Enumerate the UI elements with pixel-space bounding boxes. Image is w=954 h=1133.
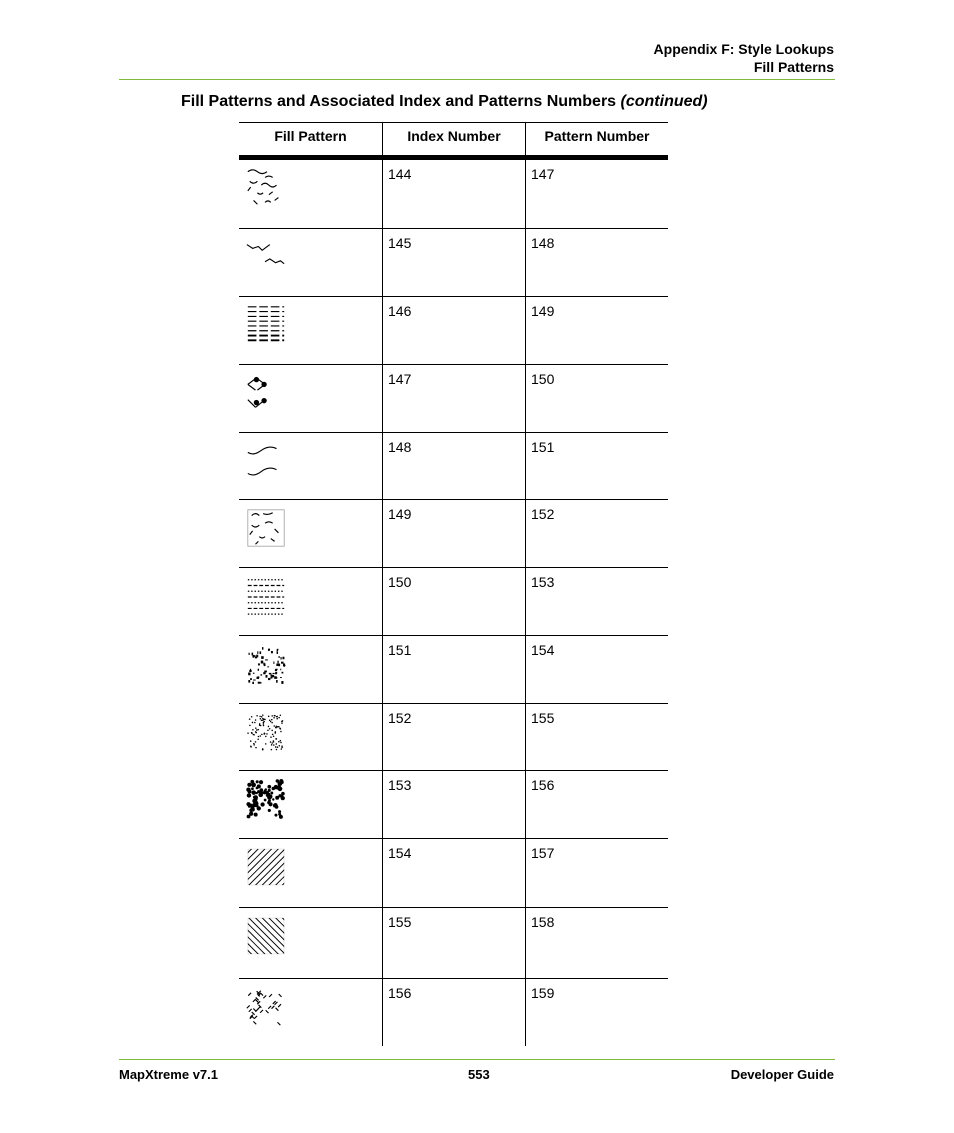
pattern-number-cell: 157: [525, 839, 668, 907]
diamond-dots-fill-pattern-icon: [244, 371, 382, 415]
table-row: [239, 229, 668, 297]
table-row: [239, 979, 668, 1046]
scattered-dashes-fill-pattern-icon: [244, 985, 382, 1029]
pattern-number-cell: 150: [525, 365, 668, 432]
index-number-cell: 150: [382, 568, 525, 635]
table-title: [181, 93, 708, 111]
footer-product: MapXtreme v7.1: [119, 1067, 218, 1082]
column-header-index-number: Index Number: [382, 123, 525, 155]
pattern-number-cell: 149: [525, 297, 668, 364]
pattern-number-cell: 154: [525, 636, 668, 703]
fill-pattern-cell: [239, 568, 382, 635]
table-row: [239, 297, 668, 365]
diagonal-down-fill-pattern-icon: [244, 914, 382, 958]
pattern-number-cell: 158: [525, 908, 668, 978]
fill-pattern-cell: [239, 839, 382, 907]
fill-pattern-cell: [239, 160, 382, 228]
pattern-number-cell: 153: [525, 568, 668, 635]
fill-pattern-cell: [239, 433, 382, 499]
table-row: [239, 433, 668, 500]
table-header: [239, 122, 668, 160]
wave-fill-pattern-icon: [244, 439, 382, 483]
index-number-cell: 146: [382, 297, 525, 364]
index-number-cell: 149: [382, 500, 525, 567]
pattern-number-cell: 148: [525, 229, 668, 296]
fill-pattern-cell: [239, 908, 382, 978]
boxed-squiggle-fill-pattern-icon: [244, 506, 382, 550]
table-title-main: Fill Patterns and Associated Index and Patterns Numbers: [181, 93, 617, 110]
footer-doc-title: Developer Guide: [730, 1067, 834, 1082]
pattern-number-cell: 152: [525, 500, 668, 567]
speckle-fill-pattern-icon: [244, 642, 382, 686]
table-row: [239, 500, 668, 568]
dashed-lines-fill-pattern-icon: [244, 303, 382, 347]
header-rule: [119, 79, 835, 80]
fill-pattern-cell: [239, 636, 382, 703]
fill-pattern-cell: [239, 979, 382, 1046]
footer-page-number: 553: [468, 1067, 490, 1082]
fill-pattern-cell: [239, 229, 382, 296]
table-row: [239, 160, 668, 229]
zigzag-fill-pattern-icon: [244, 235, 382, 279]
fill-pattern-cell: [239, 771, 382, 838]
pattern-number-cell: 147: [525, 160, 668, 228]
index-number-cell: 156: [382, 979, 525, 1046]
squiggle-fill-pattern-icon: [244, 166, 382, 210]
header-section: Fill Patterns: [753, 59, 834, 75]
fill-pattern-cell: [239, 500, 382, 567]
column-header-pattern-number: Pattern Number: [525, 123, 668, 155]
table-title-suffix: (continued): [620, 93, 708, 110]
index-number-cell: 148: [382, 433, 525, 499]
diagonal-up-fill-pattern-icon: [244, 845, 382, 889]
column-header-fill-pattern: Fill Pattern: [274, 128, 347, 144]
table-row: [239, 908, 668, 979]
table-row: [239, 636, 668, 704]
pattern-number-cell: 159: [525, 979, 668, 1046]
pattern-number-cell: 156: [525, 771, 668, 838]
table-row: [239, 704, 668, 771]
running-header: [654, 40, 834, 76]
pattern-number-cell: 151: [525, 433, 668, 499]
table-body: [239, 160, 668, 1046]
index-number-cell: 154: [382, 839, 525, 907]
index-number-cell: 151: [382, 636, 525, 703]
fill-pattern-cell: [239, 297, 382, 364]
table-row: [239, 771, 668, 839]
table-row: [239, 839, 668, 908]
index-number-cell: 147: [382, 365, 525, 432]
fine-dots-fill-pattern-icon: [244, 710, 382, 754]
table-row: [239, 568, 668, 636]
index-number-cell: 152: [382, 704, 525, 770]
index-number-cell: 153: [382, 771, 525, 838]
heavy-dots-fill-pattern-icon: [244, 777, 382, 821]
table-row: [239, 365, 668, 433]
fill-pattern-cell: [239, 704, 382, 770]
footer-rule: [119, 1059, 835, 1060]
index-number-cell: 144: [382, 160, 525, 228]
index-number-cell: 145: [382, 229, 525, 296]
pattern-number-cell: 155: [525, 704, 668, 770]
index-number-cell: 155: [382, 908, 525, 978]
fill-pattern-cell: [239, 365, 382, 432]
header-chapter: Appendix F: Style Lookups: [653, 41, 834, 57]
fill-pattern-table: [239, 122, 668, 1046]
dotted-lines-fill-pattern-icon: [244, 574, 382, 618]
